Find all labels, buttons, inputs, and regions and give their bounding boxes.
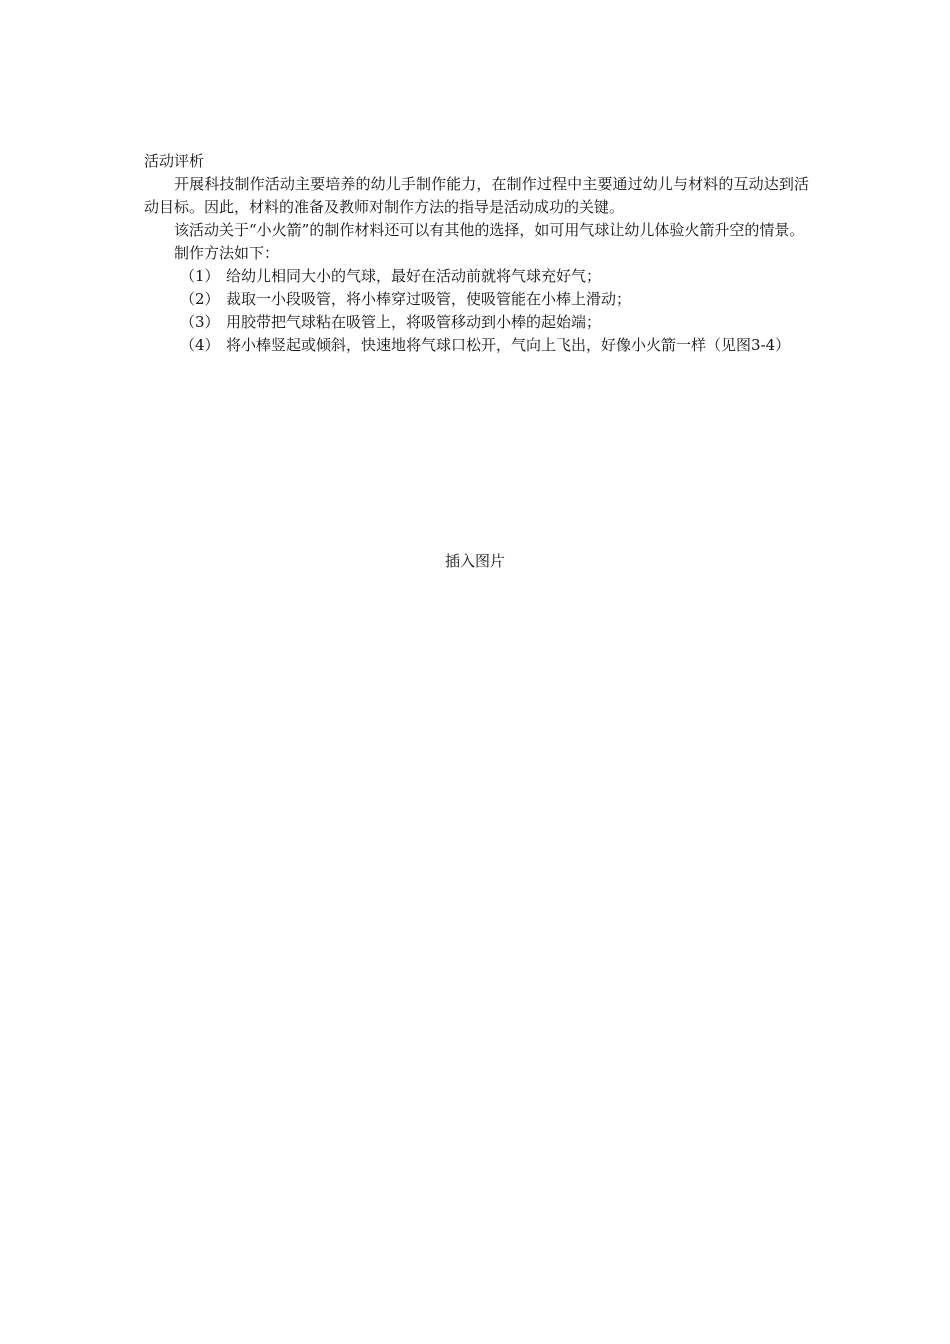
paragraph-alternative-materials: 该活动关于“小火箭”的制作材料还可以有其他的选择，如可用气球让幼儿体验火箭升空的情景。: [174, 221, 805, 239]
section-heading: 活动评析: [144, 152, 205, 170]
step-number: （2）: [180, 290, 220, 308]
document-body: [144, 150, 809, 357]
paragraph-method-intro: 制作方法如下：: [174, 244, 280, 262]
step-text: 裁取一小段吸管，将小棒穿过吸管，使吸管能在小棒上滑动；: [226, 290, 632, 308]
method-step-4: [144, 334, 809, 357]
method-step-2: [144, 288, 809, 311]
paragraph-intro: 开展科技制作活动主要培养的幼儿手制作能力，在制作过程中主要通过幼儿与材料的互动达到活动目标。因此，材料的准备及教师对制作方法的指导是活动成功的关键。: [144, 175, 809, 216]
method-step-1: [144, 265, 809, 288]
figure-placeholder: 插入图片: [444, 552, 505, 570]
step-number: （3）: [180, 313, 220, 331]
step-number: （4）: [180, 336, 220, 354]
step-text: 给幼儿相同大小的气球，最好在活动前就将气球充好气；: [226, 267, 602, 285]
method-step-3: [144, 311, 809, 334]
step-text: 将小棒竖起或倾斜，快速地将气球口松开，气向上飞出，好像小火箭一样（见图3-4）: [226, 336, 791, 354]
step-text: 用胶带把气球粘在吸管上，将吸管移动到小棒的起始端；: [226, 313, 602, 331]
method-steps-list: [144, 265, 809, 357]
step-number: （1）: [180, 267, 220, 285]
